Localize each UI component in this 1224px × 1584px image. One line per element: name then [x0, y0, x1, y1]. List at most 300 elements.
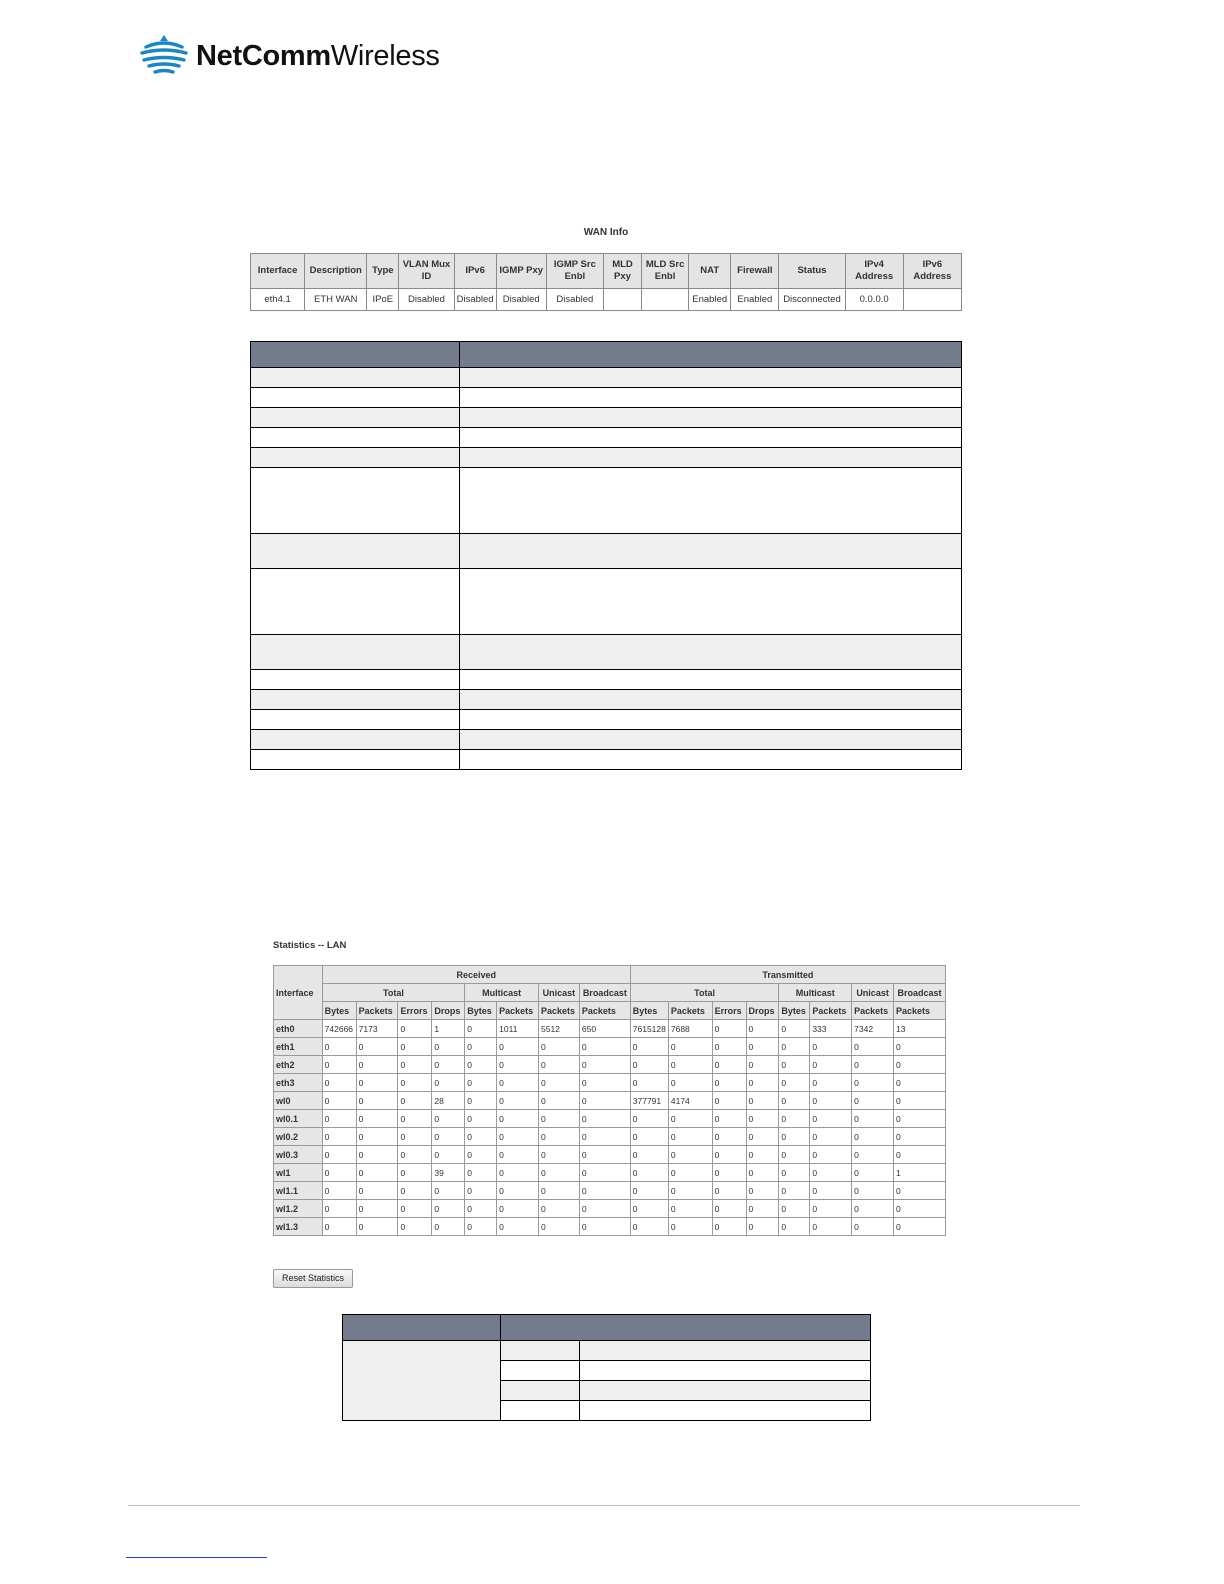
- desc-row: [251, 368, 962, 388]
- lan-stats-row: [274, 1182, 946, 1200]
- lan-group-header: Broadcast: [894, 984, 946, 1002]
- lan-stat-cell: 0: [852, 1218, 894, 1236]
- lan-stat-cell: 0: [746, 1038, 779, 1056]
- lan-stat-cell: 0: [894, 1110, 946, 1128]
- lan-stat-cell: 0: [398, 1110, 432, 1128]
- lan-stat-cell: 0: [630, 1218, 668, 1236]
- lan-stat-cell: 0: [465, 1056, 497, 1074]
- lan-stat-cell: 0: [746, 1020, 779, 1038]
- lan-stat-cell: 0: [712, 1200, 746, 1218]
- lan-stat-cell: 5512: [538, 1020, 579, 1038]
- lan-stat-cell: 0: [398, 1218, 432, 1236]
- lan-subheader: Packets: [497, 1002, 539, 1020]
- wan-header-cell: IPv4 Address: [845, 254, 903, 289]
- lan-stat-cell: 0: [630, 1110, 668, 1128]
- lan-stat-cell: 0: [497, 1074, 539, 1092]
- lan-stat-cell: 0: [630, 1164, 668, 1182]
- lan-stat-cell: 0: [746, 1182, 779, 1200]
- lan-subheader: Bytes: [779, 1002, 810, 1020]
- desc2-header-row: [343, 1315, 871, 1341]
- lan-stat-cell: 0: [432, 1056, 465, 1074]
- lan-stat-cell: 0: [356, 1218, 398, 1236]
- lan-stat-cell: 0: [712, 1038, 746, 1056]
- lan-transmitted-header: Transmitted: [630, 966, 945, 984]
- lan-stat-cell: 0: [465, 1218, 497, 1236]
- lan-stat-cell: 0: [668, 1128, 712, 1146]
- lan-stat-cell: 0: [398, 1074, 432, 1092]
- lan-interface-cell: wl1.3: [274, 1218, 323, 1236]
- lan-stat-cell: 0: [746, 1200, 779, 1218]
- lan-header-row: [274, 966, 946, 984]
- desc-row: [251, 670, 962, 690]
- netcomm-logo: [140, 32, 440, 80]
- lan-stat-cell: 0: [322, 1182, 356, 1200]
- wan-header-cell: Description: [305, 254, 367, 289]
- lan-stat-cell: 0: [579, 1074, 630, 1092]
- desc-row: [251, 635, 962, 670]
- lan-stat-cell: 0: [810, 1074, 852, 1092]
- lan-stat-cell: 0: [432, 1218, 465, 1236]
- lan-stat-cell: 0: [497, 1200, 539, 1218]
- lan-stat-cell: 0: [630, 1146, 668, 1164]
- wan-header-cell: IPv6: [454, 254, 496, 289]
- lan-stats-row: [274, 1128, 946, 1146]
- lan-subheader: Errors: [712, 1002, 746, 1020]
- lan-interface-cell: eth2: [274, 1056, 323, 1074]
- lan-interface-cell: wl1.2: [274, 1200, 323, 1218]
- lan-stat-cell: 0: [852, 1200, 894, 1218]
- logo-regular-text: Wireless: [330, 39, 440, 72]
- lan-stat-cell: 0: [538, 1056, 579, 1074]
- lan-interface-cell: wl1: [274, 1164, 323, 1182]
- lan-stat-cell: 0: [322, 1074, 356, 1092]
- lan-group-row: [274, 984, 946, 1002]
- lan-stat-cell: 0: [668, 1164, 712, 1182]
- lan-subheader: Bytes: [465, 1002, 497, 1020]
- lan-stat-cell: 0: [810, 1056, 852, 1074]
- lan-stat-cell: 0: [579, 1164, 630, 1182]
- lan-stat-cell: 0: [894, 1200, 946, 1218]
- lan-subheader: Errors: [398, 1002, 432, 1020]
- lan-stat-cell: 0: [712, 1182, 746, 1200]
- lan-stat-cell: 0: [497, 1038, 539, 1056]
- wan-cell: Enabled: [689, 289, 731, 311]
- lan-stat-cell: 0: [668, 1038, 712, 1056]
- lan-subheader: Packets: [894, 1002, 946, 1020]
- lan-stat-cell: 0: [322, 1128, 356, 1146]
- lan-stat-cell: 0: [779, 1182, 810, 1200]
- lan-stat-cell: 0: [579, 1182, 630, 1200]
- lan-stat-cell: 28: [432, 1092, 465, 1110]
- lan-stat-cell: 0: [630, 1128, 668, 1146]
- lan-stat-cell: 0: [630, 1038, 668, 1056]
- lan-stat-cell: 0: [852, 1074, 894, 1092]
- desc-row: [251, 710, 962, 730]
- lan-stat-cell: 0: [712, 1056, 746, 1074]
- lan-stat-cell: 0: [852, 1092, 894, 1110]
- lan-stat-cell: 0: [356, 1074, 398, 1092]
- lan-stat-cell: 0: [712, 1128, 746, 1146]
- lan-stat-cell: 0: [465, 1092, 497, 1110]
- lan-interface-cell: wl0: [274, 1092, 323, 1110]
- lan-stat-cell: 0: [322, 1056, 356, 1074]
- desc-row: [251, 750, 962, 770]
- lan-interface-cell: eth1: [274, 1038, 323, 1056]
- lan-stat-cell: 0: [746, 1074, 779, 1092]
- wan-cell: Disconnected: [779, 289, 845, 311]
- lan-stat-cell: 0: [779, 1146, 810, 1164]
- lan-interface-header: Interface: [274, 966, 323, 1020]
- lan-stats-row: [274, 1056, 946, 1074]
- lan-stat-cell: 0: [356, 1038, 398, 1056]
- lan-stat-cell: 0: [322, 1164, 356, 1182]
- lan-stats-row: [274, 1092, 946, 1110]
- wan-cell: Disabled: [546, 289, 603, 311]
- wan-cell: Enabled: [731, 289, 779, 311]
- lan-stat-cell: 0: [746, 1218, 779, 1236]
- desc-row: [251, 534, 962, 569]
- footer-divider: [128, 1505, 1080, 1506]
- lan-stat-cell: 0: [894, 1128, 946, 1146]
- lan-stats-row: [274, 1146, 946, 1164]
- lan-stat-cell: 0: [398, 1056, 432, 1074]
- lan-stat-cell: 1011: [497, 1020, 539, 1038]
- lan-stat-cell: 0: [497, 1092, 539, 1110]
- reset-statistics-button[interactable]: Reset Statistics: [273, 1269, 353, 1288]
- lan-stat-cell: 0: [579, 1146, 630, 1164]
- lan-stat-cell: 0: [810, 1218, 852, 1236]
- lan-stat-cell: 0: [810, 1128, 852, 1146]
- lan-stat-cell: 0: [356, 1146, 398, 1164]
- lan-stat-cell: 1: [894, 1164, 946, 1182]
- lan-stat-cell: 0: [579, 1038, 630, 1056]
- lan-subheader: Packets: [810, 1002, 852, 1020]
- lan-stat-cell: 0: [322, 1110, 356, 1128]
- wan-cell: ETH WAN: [305, 289, 367, 311]
- lan-stat-cell: 0: [538, 1200, 579, 1218]
- lan-stat-cell: 0: [810, 1164, 852, 1182]
- lan-stat-cell: 0: [668, 1056, 712, 1074]
- lan-stat-cell: 0: [497, 1110, 539, 1128]
- lan-stat-cell: 0: [356, 1164, 398, 1182]
- lan-stat-cell: 0: [465, 1110, 497, 1128]
- lan-subheader: Bytes: [322, 1002, 356, 1020]
- lan-stat-cell: 0: [398, 1182, 432, 1200]
- logo-bold-text: NetComm: [196, 39, 331, 72]
- lan-group-header: Multicast: [779, 984, 852, 1002]
- lan-stat-cell: 0: [432, 1182, 465, 1200]
- lan-stat-cell: 0: [465, 1164, 497, 1182]
- lan-stat-cell: 0: [894, 1074, 946, 1092]
- lan-interface-cell: wl1.1: [274, 1182, 323, 1200]
- lan-stats-body: [274, 1020, 946, 1236]
- lan-stat-cell: 0: [398, 1164, 432, 1182]
- lan-description-table: [342, 1314, 871, 1421]
- lan-interface-cell: eth0: [274, 1020, 323, 1038]
- lan-stat-cell: 0: [894, 1146, 946, 1164]
- lan-subheader: Bytes: [630, 1002, 668, 1020]
- desc-row: [251, 569, 962, 635]
- lan-stat-cell: 0: [322, 1218, 356, 1236]
- lan-stat-cell: 7173: [356, 1020, 398, 1038]
- wan-cell: Disabled: [496, 289, 546, 311]
- lan-stat-cell: 7615128: [630, 1020, 668, 1038]
- wan-header-cell: Interface: [251, 254, 305, 289]
- wan-cell: [603, 289, 641, 311]
- lan-stat-cell: 4174: [668, 1092, 712, 1110]
- wan-header-cell: IGMP Pxy: [496, 254, 546, 289]
- lan-stat-cell: 0: [398, 1146, 432, 1164]
- lan-stat-cell: 0: [465, 1038, 497, 1056]
- lan-stat-cell: 0: [538, 1038, 579, 1056]
- lan-stat-cell: 0: [322, 1092, 356, 1110]
- wan-description-table: [250, 341, 962, 770]
- wan-cell: IPoE: [367, 289, 399, 311]
- lan-stat-cell: 742666: [322, 1020, 356, 1038]
- lan-stat-cell: 0: [497, 1128, 539, 1146]
- lan-stat-cell: 0: [779, 1020, 810, 1038]
- lan-stat-cell: 0: [668, 1218, 712, 1236]
- lan-stat-cell: 0: [579, 1200, 630, 1218]
- lan-subheader: Packets: [852, 1002, 894, 1020]
- lan-stat-cell: 0: [579, 1110, 630, 1128]
- desc2-header-cell: [500, 1315, 870, 1341]
- lan-stat-cell: 0: [746, 1146, 779, 1164]
- lan-group-header: Unicast: [538, 984, 579, 1002]
- lan-stat-cell: 0: [746, 1164, 779, 1182]
- lan-subheader: Packets: [356, 1002, 398, 1020]
- lan-stat-cell: 0: [322, 1146, 356, 1164]
- lan-stat-cell: 0: [497, 1056, 539, 1074]
- lan-stats-row: [274, 1218, 946, 1236]
- lan-stat-cell: 0: [538, 1164, 579, 1182]
- lan-stat-cell: 0: [852, 1038, 894, 1056]
- lan-stat-cell: 0: [779, 1056, 810, 1074]
- lan-stat-cell: 0: [432, 1038, 465, 1056]
- lan-subheader-row: [274, 1002, 946, 1020]
- lan-stat-cell: 0: [538, 1146, 579, 1164]
- lan-stat-cell: 0: [746, 1056, 779, 1074]
- lan-stat-cell: 0: [712, 1164, 746, 1182]
- lan-stat-cell: 0: [894, 1182, 946, 1200]
- wan-header-cell: MLD Pxy: [603, 254, 641, 289]
- lan-stat-cell: 13: [894, 1020, 946, 1038]
- desc-row: [251, 388, 962, 408]
- lan-stat-cell: 0: [894, 1038, 946, 1056]
- lan-stats-title: Statistics -- LAN: [273, 940, 347, 951]
- lan-stat-cell: 0: [465, 1182, 497, 1200]
- lan-stat-cell: 0: [668, 1182, 712, 1200]
- lan-stat-cell: 0: [746, 1092, 779, 1110]
- desc2-row: [343, 1341, 871, 1361]
- wifi-logo-icon: [140, 33, 188, 79]
- lan-stat-cell: 0: [810, 1182, 852, 1200]
- lan-stat-cell: 0: [432, 1110, 465, 1128]
- lan-stat-cell: 0: [779, 1110, 810, 1128]
- lan-stat-cell: 0: [630, 1182, 668, 1200]
- lan-stat-cell: 0: [538, 1074, 579, 1092]
- lan-stat-cell: 0: [810, 1110, 852, 1128]
- lan-stat-cell: 0: [432, 1200, 465, 1218]
- lan-group-header: Total: [630, 984, 779, 1002]
- lan-stat-cell: 0: [356, 1110, 398, 1128]
- lan-stat-cell: 0: [497, 1146, 539, 1164]
- lan-stat-cell: 0: [579, 1128, 630, 1146]
- lan-stat-cell: 0: [630, 1056, 668, 1074]
- lan-stat-cell: 0: [779, 1038, 810, 1056]
- lan-group-header: Multicast: [465, 984, 539, 1002]
- lan-stat-cell: 0: [779, 1218, 810, 1236]
- lan-stat-cell: 377791: [630, 1092, 668, 1110]
- lan-stat-cell: 0: [322, 1200, 356, 1218]
- lan-subheader: Packets: [538, 1002, 579, 1020]
- wan-header-row: [251, 254, 962, 289]
- lan-stat-cell: 0: [779, 1200, 810, 1218]
- lan-stat-cell: 0: [810, 1092, 852, 1110]
- lan-stat-cell: 0: [852, 1110, 894, 1128]
- lan-stat-cell: 0: [894, 1056, 946, 1074]
- lan-stat-cell: 0: [432, 1128, 465, 1146]
- lan-stat-cell: 333: [810, 1020, 852, 1038]
- lan-stat-cell: 0: [712, 1146, 746, 1164]
- lan-group-header: Unicast: [852, 984, 894, 1002]
- lan-stats-row: [274, 1020, 946, 1038]
- lan-interface-cell: wl0.2: [274, 1128, 323, 1146]
- desc-row: [251, 448, 962, 468]
- lan-stat-cell: 650: [579, 1020, 630, 1038]
- lan-stats-row: [274, 1200, 946, 1218]
- desc-row: [251, 690, 962, 710]
- lan-stat-cell: 0: [356, 1092, 398, 1110]
- lan-stat-cell: 0: [356, 1128, 398, 1146]
- lan-stats-row: [274, 1110, 946, 1128]
- lan-stat-cell: 0: [465, 1200, 497, 1218]
- lan-interface-cell: wl0.3: [274, 1146, 323, 1164]
- logo-wordmark: [196, 40, 440, 73]
- lan-stat-cell: 0: [712, 1110, 746, 1128]
- wan-header-cell: NAT: [689, 254, 731, 289]
- lan-group-header: Broadcast: [579, 984, 630, 1002]
- lan-stat-cell: 0: [712, 1074, 746, 1092]
- wan-data-row: [251, 289, 962, 311]
- lan-stat-cell: 0: [810, 1200, 852, 1218]
- lan-stat-cell: 0: [852, 1146, 894, 1164]
- lan-stat-cell: 0: [746, 1128, 779, 1146]
- wan-header-cell: Type: [367, 254, 399, 289]
- lan-stat-cell: 0: [497, 1164, 539, 1182]
- lan-stat-cell: 0: [810, 1038, 852, 1056]
- lan-stat-cell: 0: [497, 1182, 539, 1200]
- lan-stat-cell: 1: [432, 1020, 465, 1038]
- lan-stat-cell: 0: [810, 1146, 852, 1164]
- lan-subheader: Packets: [668, 1002, 712, 1020]
- lan-stat-cell: 0: [852, 1056, 894, 1074]
- lan-stat-cell: 0: [579, 1092, 630, 1110]
- wan-cell: Disabled: [454, 289, 496, 311]
- lan-group-header: Total: [322, 984, 465, 1002]
- footer-link-underline[interactable]: [126, 1557, 267, 1558]
- lan-stat-cell: 0: [852, 1164, 894, 1182]
- lan-stat-cell: 0: [746, 1110, 779, 1128]
- lan-stat-cell: 0: [465, 1128, 497, 1146]
- wan-cell: 0.0.0.0: [845, 289, 903, 311]
- lan-stat-cell: 0: [712, 1020, 746, 1038]
- lan-subheader: Packets: [579, 1002, 630, 1020]
- lan-stat-cell: 0: [356, 1056, 398, 1074]
- lan-stat-cell: 0: [497, 1218, 539, 1236]
- lan-interface-cell: wl0.1: [274, 1110, 323, 1128]
- wan-info-title: WAN Info: [583, 227, 629, 238]
- lan-stat-cell: 0: [398, 1038, 432, 1056]
- desc-header-row: [251, 342, 962, 368]
- wan-header-cell: Firewall: [731, 254, 779, 289]
- lan-stat-cell: 0: [779, 1164, 810, 1182]
- lan-stat-cell: 0: [432, 1074, 465, 1092]
- lan-stat-cell: 0: [538, 1092, 579, 1110]
- lan-stat-cell: 0: [779, 1092, 810, 1110]
- lan-stat-cell: 0: [356, 1200, 398, 1218]
- wan-cell: [903, 289, 961, 311]
- lan-stat-cell: 0: [538, 1218, 579, 1236]
- lan-stat-cell: 0: [668, 1110, 712, 1128]
- lan-stats-table: [273, 965, 946, 1236]
- lan-stat-cell: 0: [465, 1146, 497, 1164]
- desc-header-cell: [459, 342, 961, 368]
- lan-stat-cell: 0: [398, 1128, 432, 1146]
- desc-header-cell: [251, 342, 460, 368]
- lan-stat-cell: 0: [630, 1074, 668, 1092]
- lan-stats-row: [274, 1074, 946, 1092]
- wan-cell: eth4.1: [251, 289, 305, 311]
- lan-stats-row: [274, 1038, 946, 1056]
- wan-cell: Disabled: [399, 289, 454, 311]
- lan-stat-cell: 0: [779, 1074, 810, 1092]
- lan-stat-cell: 0: [894, 1218, 946, 1236]
- lan-stat-cell: 0: [322, 1038, 356, 1056]
- lan-subheader: Drops: [432, 1002, 465, 1020]
- lan-stat-cell: 0: [398, 1200, 432, 1218]
- lan-stat-cell: 0: [668, 1200, 712, 1218]
- desc2-header-cell: [343, 1315, 501, 1341]
- lan-stat-cell: 0: [712, 1092, 746, 1110]
- lan-interface-cell: eth3: [274, 1074, 323, 1092]
- lan-stat-cell: 0: [432, 1146, 465, 1164]
- lan-stat-cell: 0: [852, 1182, 894, 1200]
- desc-row: [251, 468, 962, 534]
- lan-received-header: Received: [322, 966, 630, 984]
- lan-stat-cell: 0: [538, 1182, 579, 1200]
- desc-row: [251, 408, 962, 428]
- lan-stat-cell: 0: [538, 1110, 579, 1128]
- lan-stat-cell: 0: [579, 1218, 630, 1236]
- wan-header-cell: IPv6 Address: [903, 254, 961, 289]
- desc-row: [251, 730, 962, 750]
- lan-stat-cell: 0: [779, 1128, 810, 1146]
- lan-stat-cell: 7342: [852, 1020, 894, 1038]
- wan-info-table: [250, 253, 962, 311]
- lan-stat-cell: 0: [538, 1128, 579, 1146]
- lan-stat-cell: 0: [398, 1092, 432, 1110]
- lan-stat-cell: 7688: [668, 1020, 712, 1038]
- lan-stat-cell: 0: [668, 1074, 712, 1092]
- lan-stat-cell: 0: [465, 1020, 497, 1038]
- lan-stat-cell: 0: [668, 1146, 712, 1164]
- lan-stats-row: [274, 1164, 946, 1182]
- lan-stat-cell: 0: [465, 1074, 497, 1092]
- lan-stat-cell: 0: [894, 1092, 946, 1110]
- wan-header-cell: IGMP Src Enbl: [546, 254, 603, 289]
- lan-stat-cell: 0: [398, 1020, 432, 1038]
